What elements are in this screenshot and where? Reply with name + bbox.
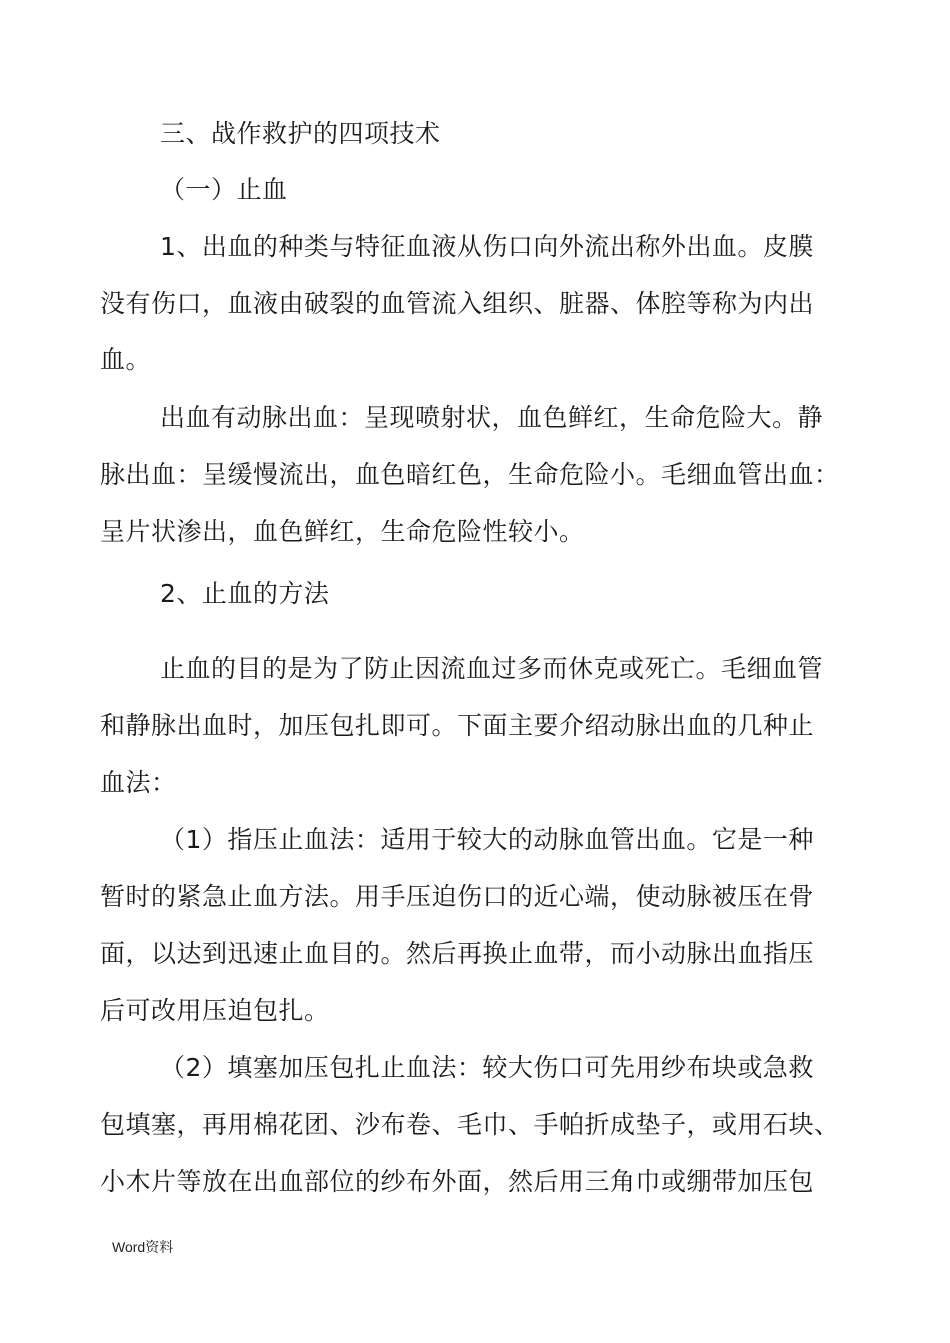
paragraph-line: （2）填塞加压包扎止血法：较大伤口可先用纱布块或急救 [160,1053,814,1082]
footer-label: Word资料 [112,1239,174,1255]
paragraph-line: 血。 [100,345,152,374]
paragraph-line: （1）指压止血法：适用于较大的动脉血管出血。它是一种 [160,825,814,854]
paragraph-line: 1、出血的种类与特征血液从伤口向外流出称外出血。皮膜 [160,232,814,261]
paragraph-line: 脉出血：呈缓慢流出，血色暗红色，生命危险小。毛细血管出血： [100,460,840,489]
subsection-title: （一）止血 [160,175,288,204]
method-heading: 2、止血的方法 [160,579,330,608]
paragraph-line: 止血的目的是为了防止因流血过多而休克或死亡。毛细血管 [160,654,824,683]
paragraph-line: 血法： [100,768,177,797]
paragraph-line: 出血有动脉出血：呈现喷射状，血色鲜红，生命危险大。静 [160,403,824,432]
paragraph-line: 小木片等放在出血部位的纱布外面，然后用三角巾或绷带加压包 [100,1167,815,1196]
paragraph-line: 后可改用压迫包扎。 [100,996,330,1025]
paragraph-line: 暂时的紧急止血方法。用手压迫伤口的近心端，使动脉被压在骨 [100,882,815,911]
paragraph-line: 呈片状渗出，血色鲜红，生命危险性较小。 [100,517,585,546]
paragraph-line: 面，以达到迅速止血目的。然后再换止血带，而小动脉出血指压 [100,939,815,968]
paragraph-line: 没有伤口，血液由破裂的血管流入组织、脏器、体腔等称为内出 [100,289,815,318]
section-title: 三、战作救护的四项技术 [160,119,441,148]
paragraph-line: 包填塞，再用棉花团、沙布卷、毛巾、手帕折成垫子，或用石块、 [100,1110,840,1139]
paragraph-line: 和静脉出血时，加压包扎即可。下面主要介绍动脉出血的几种止 [100,711,815,740]
